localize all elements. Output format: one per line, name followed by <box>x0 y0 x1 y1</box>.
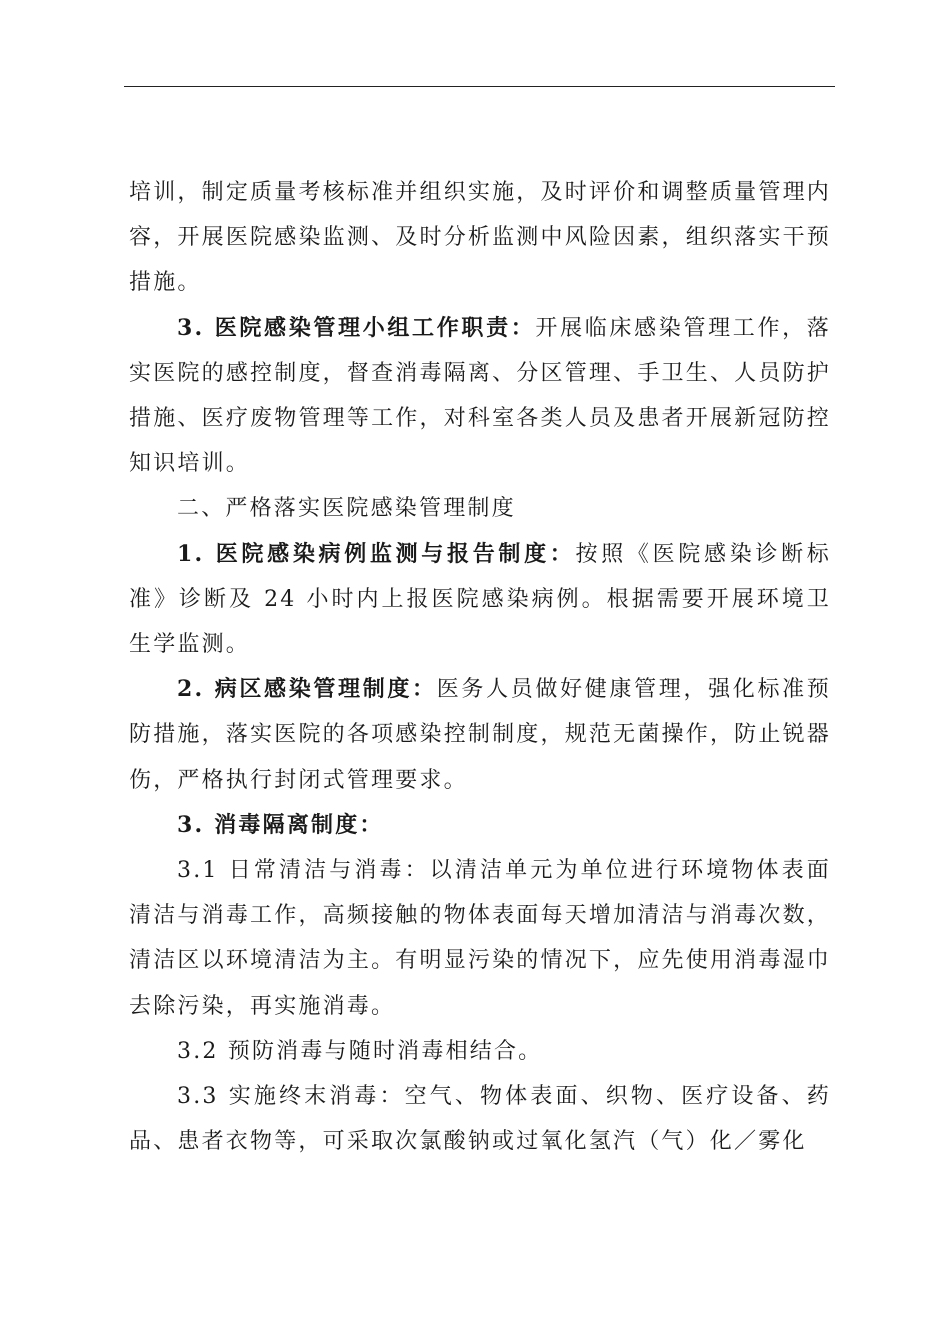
paragraph-item-3-1 <box>129 848 831 1029</box>
paragraph-disinfection-heading <box>129 803 831 848</box>
paragraph-text: 3.2 预防消毒与随时消毒相结合。 <box>177 1038 543 1064</box>
paragraph-lead: 3. 医院感染管理小组工作职责： <box>177 314 536 341</box>
paragraph-training-continued <box>129 170 831 306</box>
document-body <box>129 170 831 1164</box>
paragraph-item-3-2 <box>129 1029 831 1074</box>
paragraph-lead: 1. 医院感染病例监测与报告制度： <box>177 540 576 567</box>
paragraph-text: 开展临床感染管理工作，落实医院的感控制度，督查消毒隔离、分区管理、手卫生、人员防护措施、医疗废物管理等工作，对科室各类人员及患者开展新冠防控知识培训。 <box>129 315 831 477</box>
paragraph-lead: 3. 消毒隔离制度： <box>177 811 384 838</box>
paragraph-group-duties <box>129 306 831 487</box>
paragraph-item-3-3 <box>129 1074 831 1164</box>
section-heading <box>129 486 831 531</box>
paragraph-lead: 2. 病区感染管理制度： <box>177 676 437 703</box>
header-rule <box>124 86 835 87</box>
paragraph-ward-management <box>129 667 831 803</box>
paragraph-case-monitoring <box>129 532 831 668</box>
paragraph-text: 培训，制定质量考核标准并组织实施，及时评价和调整质量管理内容，开展医院感染监测、及时分析监测中风险因素，组织落实干预措施。 <box>129 180 831 296</box>
paragraph-text: 按照《医院感染诊断标准》诊断及 24 小时内上报医院感染病例。根据需要开展环境卫生学监测。 <box>129 541 831 658</box>
paragraph-text: 医务人员做好健康管理，强化标准预防措施，落实医院的各项感染控制制度，规范无菌操作，防止锐器伤，严格执行封闭式管理要求。 <box>129 677 831 793</box>
paragraph-text: 3.1 日常清洁与消毒：以清洁单元为单位进行环境物体表面清洁与消毒工作，高频接触的物体表面每天增加清洁与消毒次数，清洁区以环境清洁为主。有明显污染的情况下，应先使用消毒湿巾去除污染，再实施消毒。 <box>129 858 831 1019</box>
section-heading-text: 二、严格落实医院感染管理制度 <box>177 496 516 522</box>
paragraph-text: 3.3 实施终末消毒：空气、物体表面、织物、医疗设备、药品、患者衣物等，可采取次氯酸钠或过氧化氢汽（气）化／雾化 <box>129 1084 831 1155</box>
